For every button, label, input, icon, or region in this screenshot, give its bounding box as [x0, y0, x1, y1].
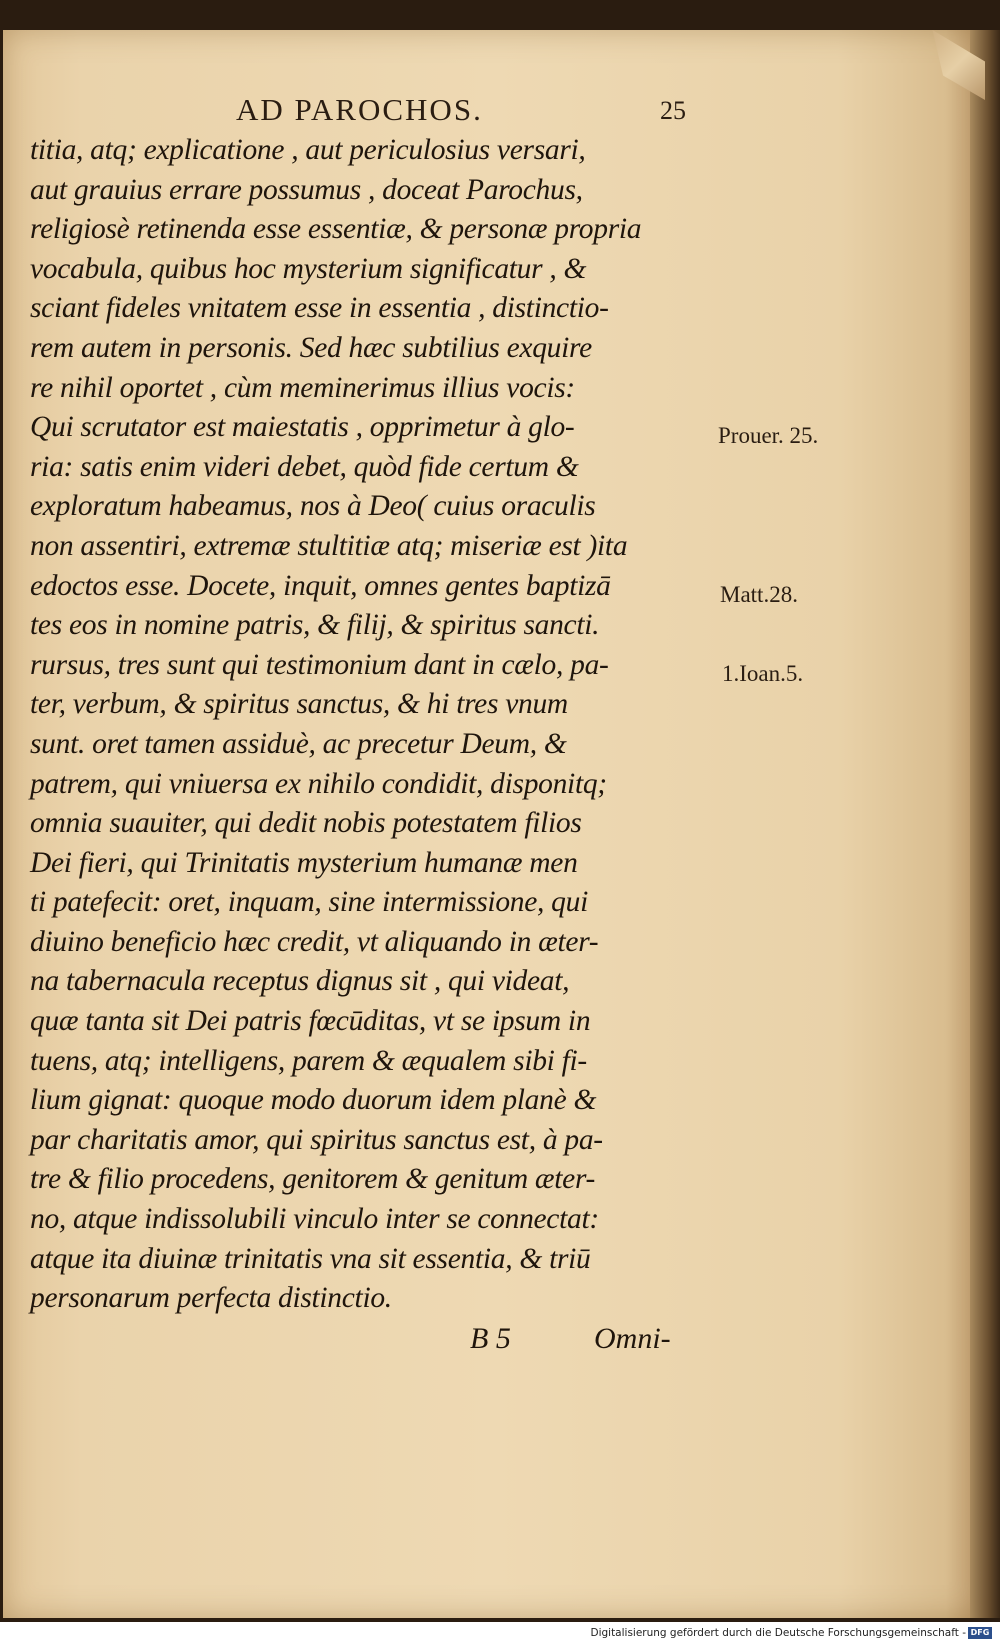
text-line: lium gignat: quoque modo duorum idem planè & [30, 1084, 597, 1117]
text-line: tuens, atq; intelligens, parem & æqualem sibi fi- [30, 1044, 587, 1077]
text-line: quæ tanta sit Dei patris fœcūditas, vt se ipsum in [30, 1005, 591, 1038]
text-line: par charitatis amor, qui spiritus sanctus est, à pa- [30, 1123, 603, 1156]
text-line: no, atque indissolubili vinculo inter se connectat: [30, 1203, 599, 1236]
body-text [30, 131, 720, 1319]
margin-note-prouerbs: Prouer. 25. [718, 423, 819, 448]
page-number: 25 [660, 96, 686, 125]
text-line: personarum perfecta distinctio. [30, 1282, 392, 1315]
page-edge-shadow [970, 30, 1000, 1618]
text-line: aut grauius errare possumus , doceat Parochus, [30, 173, 583, 206]
text-line: ter, verbum, & spiritus sanctus, & hi tres vnum [30, 688, 568, 721]
margin-note-matthew: Matt.28. [720, 582, 798, 607]
digitization-credit: Digitalisierung gefördert durch die Deutsche Forschungsgemeinschaft - [590, 1627, 966, 1639]
text-line: titia, atq; explicatione , aut periculosius versari, [30, 134, 586, 166]
text-line: sciant fideles vnitatem esse in essentia , distinctio- [30, 292, 609, 325]
text-line: edoctos esse. Docete, inquit, omnes gentes baptizā [30, 569, 611, 602]
page-footer [470, 1322, 671, 1356]
text-line: na tabernacula receptus dignus sit , qui videat, [30, 965, 570, 998]
text-line: Dei fieri, qui Trinitatis mysterium humanæ men [30, 846, 578, 879]
text-line: ria: satis enim videri debet, quòd fide certum & [30, 450, 579, 483]
text-line: religiosè retinenda esse essentiæ, & personæ propria [30, 213, 642, 246]
text-line: exploratum habeamus, nos à Deo( cuius oraculis [30, 490, 596, 523]
text-line: vocabula, quibus hoc mysterium significatur , & [30, 252, 587, 285]
margin-note-john: 1.Ioan.5. [722, 661, 804, 686]
text-line: sunt. oret tamen assiduè, ac precetur Deum, & [30, 727, 567, 760]
text-line: ti patefecit: oret, inquam, sine intermissione, qui [30, 886, 588, 919]
text-line: patrem, qui vniuersa ex nihilo condidit, disponitq; [30, 767, 607, 800]
text-line: rursus, tres sunt qui testimonium dant in cælo, pa- [30, 648, 609, 681]
text-line: rem autem in personis. Sed hæc subtilius exquire [30, 331, 592, 364]
text-line: tes eos in nomine patris, & filij, & spiritus sancti. [30, 609, 600, 642]
text-line: Qui scrutator est maiestatis , opprimetur à glo- [30, 411, 575, 444]
text-line: tre & filio procedens, genitorem & genitum æter- [30, 1163, 596, 1196]
signature-mark: B 5 [470, 1322, 511, 1355]
running-title: AD PAROCHOS. [236, 92, 483, 127]
text-line: re nihil oportet , cùm meminerimus illius vocis: [30, 371, 575, 404]
text-line: diuino beneficio hæc credit, vt aliquando in æter- [30, 925, 599, 958]
text-line: omnia suauiter, qui dedit nobis potestatem filios [30, 807, 582, 840]
text-line: atque ita diuinæ trinitatis vna sit essentia, & triū [30, 1242, 591, 1275]
catchword: Omni- [594, 1322, 671, 1355]
dfg-logo: DFG [968, 1627, 992, 1639]
text-line: non assentiri, extremæ stultitiæ atq; miseriæ est )ita [30, 529, 628, 562]
